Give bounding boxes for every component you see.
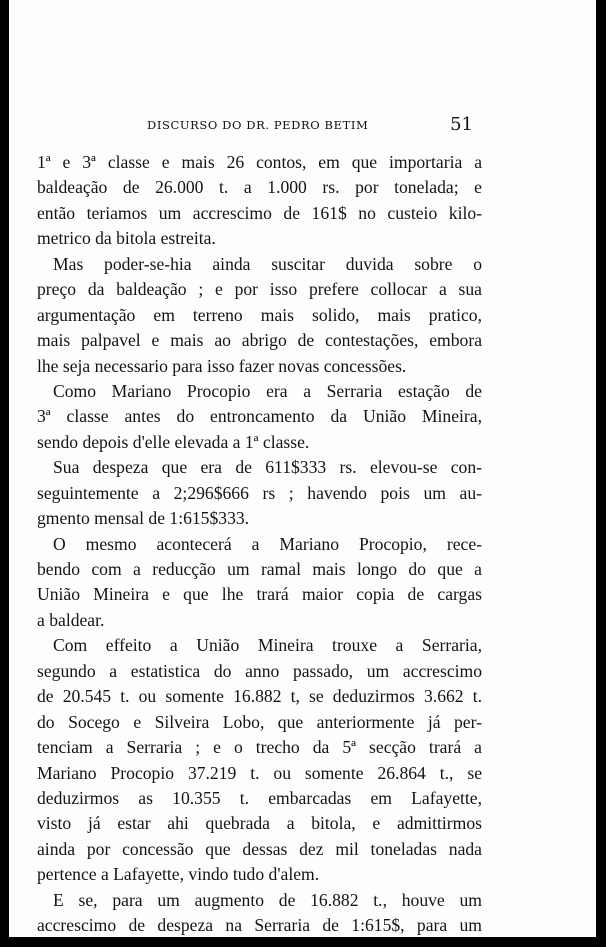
text-line: mais palpavel e mais ao abrigo de contestações, embora [37,330,482,351]
text-line: pertence a Lafayette, vindo tudo d'alem. [37,864,320,885]
text-line: então teriamos um accrescimo de 161$ no custeio kilo- [37,202,482,223]
text-line: seguintemente a 2;296$666 rs ; havendo pois um au- [37,482,482,503]
text-line: deduzirmos as 10.355 t. embarcadas em Lafayette, [37,787,482,808]
text-line: Sua despeza que era de 611$333 rs. elevou-se con- [53,457,482,478]
text-line: E se, para um augmento de 16.882 t., houve um [53,889,482,910]
text-line: ainda por concessão que dessas dez mil toneladas nada [37,838,482,859]
text-line: tenciam a Serraria ; e o trecho da 5ª secção trará a [37,737,482,758]
text-line: segundo a estatistica do anno passado, um accrescimo [37,660,482,681]
text-line: a baldear. [37,609,105,630]
text-line: metrico da bitola estreita. [37,228,216,249]
page-header [9,114,596,136]
text-line: accrescimo de despeza na Serraria de 1:615$, para um [37,915,482,936]
text-line: baldeação de 26.000 t. a 1.000 rs. por tonelada; e [37,177,482,198]
text-line: 1ª e 3ª classe e mais 26 contos, em que importaria a [37,152,482,172]
text-line: bendo com a reducção um ramal mais longo do que a [37,559,482,579]
text-line: União Mineira e que lhe trará maior copia de cargas [37,584,482,605]
text-line: de 20.545 t. ou somente 16.882 t, se deduzirmos 3.662 t. [37,686,482,707]
text-line: sendo depois d'elle elevada a 1ª classe. [37,431,310,452]
body-text [37,150,482,939]
text-line: Mas poder-se-hia ainda suscitar duvida sobre o [53,253,482,274]
text-line: 3ª classe antes do entroncamento da União Mineira, [37,406,482,427]
text-line: Mariano Procopio 37.219 t. ou somente 26.864 t., se [37,762,482,783]
book-page [9,0,596,937]
text-line: do Socego e Silveira Lobo, que anteriormente já per- [37,711,482,732]
text-line: Com effeito a União Mineira trouxe a Serraria, [53,635,482,656]
running-title: DISCURSO DO DR. PEDRO BETIM [147,118,369,132]
text-line: O mesmo acontecerá a Mariano Procopio, rece- [53,533,482,554]
text-line: preço da baldeação ; e por isso prefere collocar a sua [37,279,482,300]
text-line: Como Mariano Procopio era a Serraria estação de [53,380,482,401]
text-line: argumentação em terreno mais solido, mais pratico, [37,304,482,325]
text-line: visto já estar ahi quebrada a bitola, e admittirmos [37,813,482,834]
text-line: gmento mensal de 1:615$333. [37,508,250,529]
page-number: 51 [450,114,473,135]
text-line: lhe seja necessario para isso fazer novas concessões. [37,355,407,376]
